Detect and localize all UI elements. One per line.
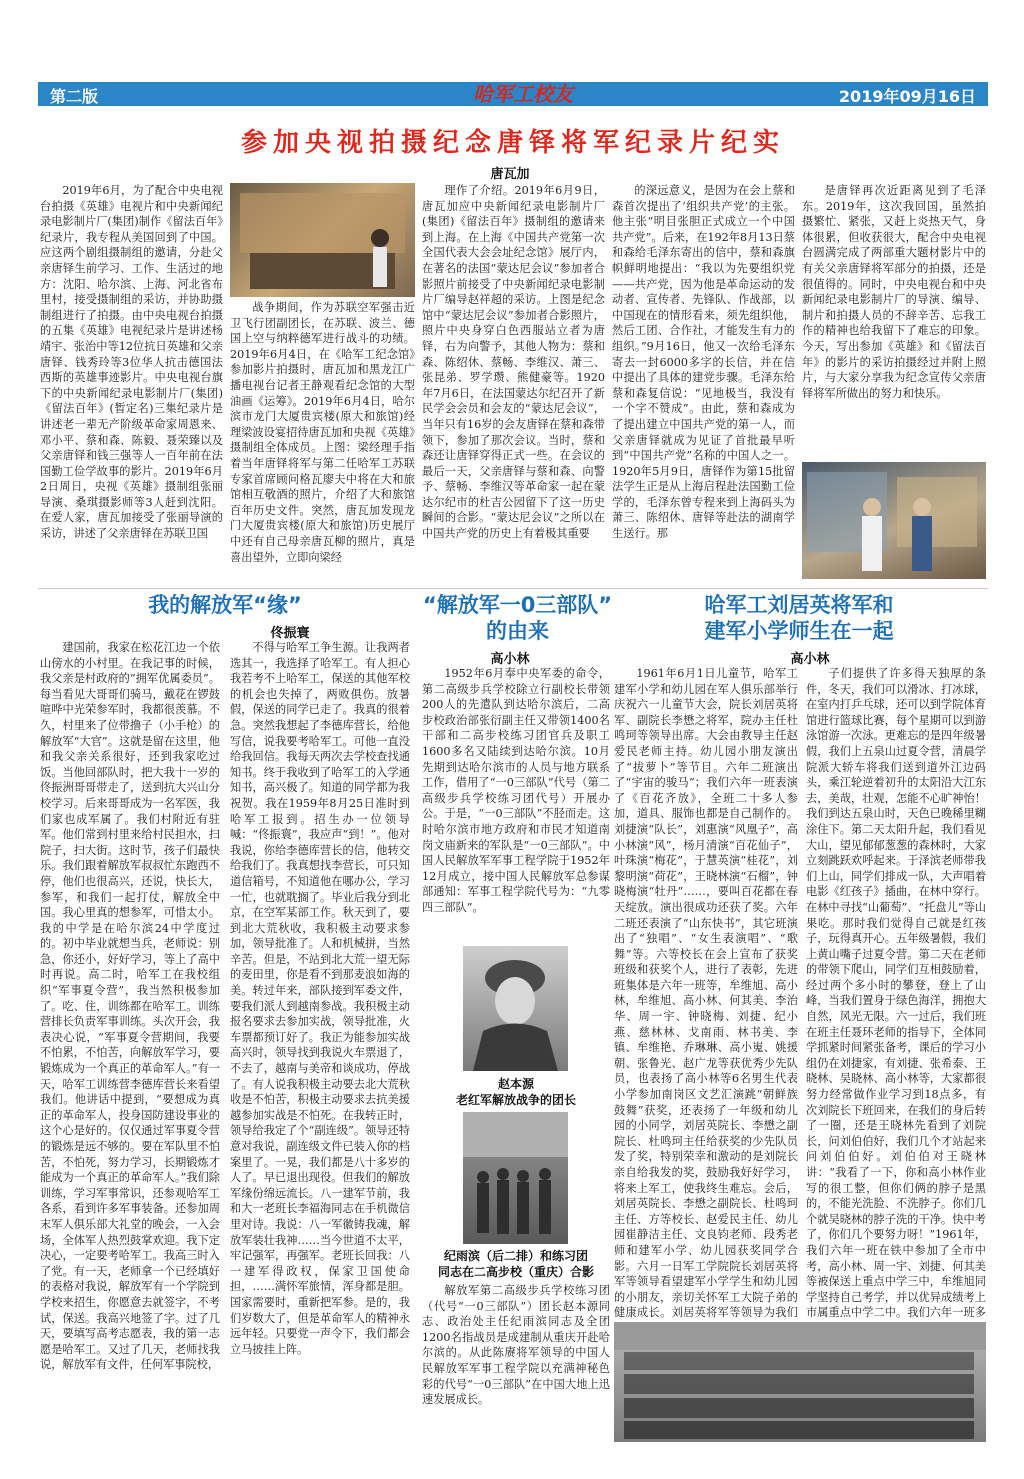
article3-body-2: 解放军第二高级步兵学校练习团（代号“一0三部队”）团长赵本源同志、政治处主任纪雨滨同志及全团1200名指战员是成建制从重庆开赴哈尔滨的。从此陈赓将军领导的中国人民解放军军事工程学院以充满神秘色彩的代号“一0三部队”在中国大地上迅速发展成长。 [422,1284,610,1407]
article3-body: 1952年6月奉中央军委的命令，第二高级步兵学校除立行副校长带领200人的先遣队到达哈尔滨后，二高步校政治部张衍副主任又带领1400名干部和二高步校练习团官兵及职工1600多名又陆续到达哈尔滨。10月先期到达哈尔滨市的人员与地方联系工作，借用了“一0三部队”代号（第二高级步兵学校练习团代号）开展办公。于是，“一0三部队”不胫而走。这时哈尔滨市地方政府和市民才知道南岗文庙新来的军队是“一0三部队”。中国人民解放军军事工程学院于1952年12月成立，接中国人民解放军总参谋部通知：军事工程学院代号为：“九零四三部队”。 [422,667,610,914]
group-photo-regiment [463,1112,568,1244]
portrait-photo [463,946,568,1071]
article1-column-4: 的深远意义，是因为在会上蔡和森首次提出了‘组织共产党’的主张。他主张“明目张胆正式成立一个中国共产党”。后来，在192年8月13日蔡和森给毛泽东寄出的信中，蔡和森旗帜鲜明地提出：“我以为先要组织党——共产党，因为他是革命运动的发动者、宣传者、先锋队、作战部，以中国现在的情形看来，须先组织他，然后工团、合作社，才能发生有力的组织。”9月16日，他又一次给毛泽东寄去一封6000多字的长信，并在信中提出了具体的建党步骤。毛泽东给蔡和森复信说：“见地极当，我没有一个字不赞成”。由此，蔡和森成为了提出建立中国共产党的第一人，而父亲唐铎就成为见证了首批最早听到“中国共产党”名称的中国人之一。1920年5月9日，唐铎作为第15批留法学生正是从上海启程赴法国勤工俭学的，毛泽东曾专程来到上海码头为萧三、陈绍休、唐铎等赴法的湖南学生送行。那 [612,184,795,541]
masthead-logo: 哈军工校友 [453,82,593,106]
article3-title: “解放军一0三部队” 的由来 [422,593,613,643]
photo-icon [463,946,568,1071]
issue-date: 2019年09月16日 [838,87,976,106]
photo-icon [614,1322,986,1442]
section-divider [38,588,988,589]
page-number: 第二版 [50,87,99,106]
article4-column-1: 1961年6月1日儿童节，哈军工建军小学和幼儿园在军人俱乐部举行庆祝六一儿童节大会，院长刘居英将军、副院长李懋之将军，院办主任杜鸣珂等领导出席。大会由教导主任赵爱民老师主持。幼儿园小朋友演出了“拔萝卜”等节目。六年二班演出了“宇宙的骏马”；我们六年一班表演了《百花齐放》，全班二十多人参加，道具、服饰也都是自己制作的。刘捷演“队长”，刘惠演“风凰子”，高小林演“风”，杨月清演“百花仙子”，叶珠演“梅花”，于慧英演“桂花”，刘黎明演“荷花”，王晓林演“石榴”，钟晓梅演“牡丹”……，要叫百花都在春天绽放。演出很成功还获了奖。六年二班还表演了“山东快书”，其它班演出了“独唱”、“女生表演唱”、“歌舞”等。六等校长在会上宣布了获奖班级和获奖个人，进行了表彰，先进班集体是六年一班等，牟维旭、高小林，牟维旭、高小林、何其美、李治华、周一宇、钟晓梅、刘捷、纪小燕、慈林林、戈南雨、林书美、李镇、牟维艳、乔琳琳、高小嵬、姚援朝、张鲁光、赵广龙等获优秀少先队员，也表扬了高小林等6名男生代表小学参加南岗区文艺汇演跳“朝鲜族鼓舞”获奖，还表扬了一年级和幼儿园的小同学，刘居英院长、李懋之副院长、杜鸣珂主任给获奖的少先队员发了奖，特别荣幸和激动的是刘院长亲自给我发的奖，鼓励我好好学习，将来上军工，使我终生难忘。会后，刘居英院长、李懋之副院长、杜鸣珂主任、方等校长、赵爱民主任、幼儿园崔静洁主任、文良钧老师、段秀老师和建军小学、幼儿园获奖同学合影。六月一日军工学院院长刘居英将军等领导看望建军小学学生和幼儿园的小朋友，亲切关怀军工大院子弟的健康成长。刘居英将军等领导为我们 [614,667,798,1320]
article4-title: 哈军工刘居英将军和 建军小学师生在一起 [704,593,894,643]
article2-title: 我的解放军“缘” [148,593,302,617]
page-header-bar [38,82,988,106]
article2-column-2: 不得与哈军工争生源。让我两者选其一，我选择了哈军工。有人担心我若考不上哈军工，保送的其他军校的机会也失掉了，两败俱伤。放暑假，保送的同学已走了。我真的很着急。突然我想起了李德库营长，给他写信，说我要考哈军工。可他一直没给我回信。我每天两次去学校查找通知书。终于我收到了哈军工的入学通知书，高兴极了。知道的同学都为我祝贺。我在1959年8月25日准时到哈军工报到。招生办一位领导喊：“佟振寰”，我应声“到！”。他对我说，你给李德库营长的信，他转交给我们了。我真想找李营长，可只知道信箱号，不知道他在哪办公，学习一忙，也就耽搁了。毕业后我分到北京，在空军某部工作。秋天到了，要到北大荒秋收，我积极主动要求参加，领导批准了。人和机械拼，当然辛苦。但是，不站到北大荒一望无际的麦田里，你是看不到那麦浪如海的美。转过年来，部队接到军委文件，要我们派人到越南参战。我积极主动报名要求去参加实战，领导批准，火车票都预订好了。我正为能参加实战高兴时，领导找到我说火车票退了，不去了，越南与美帝和谈成功，停战了。有人说我积极主动要去北大荒秋收是不怕苦，积极主动要求去抗美援越参加实战是不怕死。在我转正时，领导给我定了个“副连级”。领导还特意对我说，副连级文件已装入你的档案里了。一晃，我们都是八十多岁的人了。早已退出现役。但我们的解放军缘份绵远流长。八一建军节前，我和大一老班长李福海同志在手机微信里对诗。我说：八一军徽铸我魂，解放军装壮我神……当今世道不太平，牢记强军，再强军。老班长回我：八一建军得政权，保家卫国使命担，……满怀军旅情，浑身都是胆。国家需要时，重新把军参。是的，我们岁数大了，但是革命军人的精神永远年轻。只要党一声令下，我们都会立马披挂上阵。 [230,641,410,1356]
photo-icon [230,183,415,297]
article3-author: 高小林 [490,652,530,667]
portrait-caption: 赵本源 老红军解放战争的团长 [455,1077,576,1107]
article2-column-1: 建国前，我家在松花江边一个依山傍水的小村里。在我记事的时候，我父亲是村政府的“拥军优属委员”。每当看见大哥哥们骑马，戴花在锣鼓喧哗中光荣参军时，我都很羡慕。不久，村里来了位带撸子（小手枪）的解放军“大官”。这就是留在这里，他和我父亲关系很好，还到我家吃过饭。当他回部队时，把大我十一岁的佟振洲哥哥带走了，送到抗大兴山分校学习。后来哥哥成为一名军医，我们家也成军属了。我们村附近有驻军。他们常到村里来给村民担水，扫院子，扫大街。这时节，孩子们最快乐。我们跟着解放军叔叔忙东跑西不停，他们也很高兴，还说，快长大，参军，和我们一起打仗，解放全中国。我心里真的想参军，可惜太小。我的中学是在哈尔滨24中学度过的。初中毕业就想当兵，老师说：别急，你还小，好好学习，等上了高中时再说。高二时，哈军工在我校组织“军事夏令营”，我当然积极参加了。吃、住，训练都在哈军工。训练营排长负责军事训练。头次开会，我表决心说，“军事夏令营期间，我要不怕累，不怕苦，向解放军学习，要锻炼成为一个真正的革命军人。”有一天，哈军工训练营李德库营长来看望我们。他讲话中提到，“要想成为真正的革命军人，投身国防建设事业的这个心是好的。仅仅通过军事夏令营的锻炼是远不够的。要在军队里不怕苦，不怕死，努力学习，长期锻炼才能成为一个真正的革命军人。”我们除训练，学习军事常识，还参观哈军工各系，看到许多军事装备。还参加周末军人俱乐部大礼堂的晚会，一入会场，全体军人热烈鼓掌欢迎。我下定决心，一定要考哈军工。我高三时入了党。有一天，老师拿一个已经填好的表格对我说，解放军有一个学院到学校来招生，你愿意去就签字，不考试，保送。我高兴地签了字。过了几天，要填写高考志愿表，我的第一志愿是哈军工。又过了几天，老师找我说，解放军有文件，任何军事院校， [40,641,220,1372]
article1-title: 参加央视拍摄纪念唐铎将军纪录片纪实 [240,128,785,158]
article2-author: 佟振寰 [270,626,310,641]
article1-author: 唐瓦加 [490,167,530,182]
article1-column-1: 2019年6月，为了配合中央电视台拍摄《英雄》电视片和中央新闻纪录电影制片厂(集团)制作《留法百年》纪录片，我专程从美国回到了中国。应这两个剧组摄制组的邀请，分赴父亲唐铎生前学习、工作、生活过的地方：沈阳、哈尔滨、上海、河北省布里村，接受摄制组的采访，并协助摄制组进行了拍摄。由中央电视台拍摄的五集《英雄》电视纪录片是讲述杨靖宇、张治中等12位抗日英雄和父亲唐铎、钱秀玲等3位华人抗击德国法西斯的英雄事迹影片。中央电视台旗下的中央新闻纪录电影制片厂(集团)《留法百年》(暂定名)三集纪录片是讲述老一辈无产阶级革命家周恩来、邓小平、蔡和森、陈毅、聂荣臻以及父亲唐铎和钱三强等人一百年前在法国勤工俭学故事的影片。2019年6月2日周日，央视《英雄》摄制组张丽导演、桑琪摄影师等3人赶到沈阳。在爱人家，唐瓦加接受了张丽导演的采访，讲述了父亲唐铎在苏联卫国 [40,184,223,541]
photo-icon [802,462,986,579]
photo-icon [463,1112,568,1244]
interview-photo [802,462,986,579]
school-group-photo [614,1322,986,1442]
article1-column-2: 战争期间，作为苏联空军强击近卫飞行团副团长，在苏联、波兰、德国上空与纳粹德军进行战斗的功绩。2019年6月4日，在《哈军工纪念馆》参加影片拍摄时，唐瓦加和黑龙江广播电视台记者王静观看纪念馆的大型油画《运筹》。2019年6月4日，哈尔滨市龙门大厦贵宾楼(原大和旅馆)经理梁波设宴招待唐瓦加和央视《英雄》摄制组全体成员。上图：梁经理手指着当年唐铎将军与第二任哈军工苏联专家首席顾问格瓦廖夫中将在大和旅馆相互敬酒的照片，介绍了大和旅馆百年历史文件。突然，唐瓦加发现龙门大厦贵宾楼(原大和旅馆)历史展厅中还有自己母亲唐瓦柳的照片，真是喜出望外，立即向梁经 [230,301,415,564]
article1-column-5: 是唐铎再次近距离见到了毛泽东。2019年，这次我回国，虽然拍摄繁忙、紧张，又赶上炎热天气，身体很累，但收获很大，配合中央电视台圆满完成了两部重大题材影片中的有关父亲唐铎将军部分的拍摄，还是很值得的。同时，中央电视台和中央新闻纪录电影制片厂的导演、编导、制片和拍摄人员的不辞辛苦、忘我工作的精神也给我留下了难忘的印象。今天，写出参加《英雄》和《留法百年》的影片的采访拍摄经过并附上照片，与大家分享我为纪念宣传父亲唐铎将军所做出的努力和快乐。 [802,184,986,400]
article1-column-3: 理作了介绍。2019年6月9日，唐瓦加应中央新闻纪录电影制片厂(集团)《留法百年》摄制组的邀请来到上海。在上海《中国共产党第一次全国代表大会会址纪念馆》展厅内，在著名的法国“蒙达尼会议”参加者合影照片前接受了中央新闻纪录电影制片厂编导赵祥超的采访。上图是纪念馆中“蒙达尼会议”参加者合影照片，照片中央身穿白色西服站立者为唐铎，右为向警予，其他人物为：蔡和森、陈绍休、蔡畅、李维汉、萧三、张昆弟、罗学瓒、熊健豪等。1920年7月6日，在法国蒙达尔纪召开了新民学会会员和会友的“蒙达尼会议”，当年只有16岁的会友唐铎在蔡和森带领下，参加了那次会议。当时，蔡和森还让唐铎穿得正式一些。在会议的最后一天，父亲唐铎与蔡和森、向警予、蔡畅、李维汉等革命家一起在蒙达尔纪市的杜吉公园留下了这一历史瞬间的合影。“蒙达尼会议”之所以在中国共产党的历史上有着极其重要 [422,184,605,541]
group-photo-caption: 纪雨滨（后二排）和练习团 同志在二高步校（重庆）合影 [437,1249,594,1279]
article4-author: 高小林 [790,652,830,667]
museum-photo [230,183,415,297]
article4-column-2: 子们提供了许多得天独厚的条件，冬天，我们可以滑冰、打冰球，在室内打乒乓球，还可以到学院体育馆进行篮球比赛，每个星期可以到游泳馆游一次泳。更难忘的是四年级暑假，我们上五泉山过夏令营，清晨学院派大轿车将我们送到道外江边码头，乘江轮逆着初升的太阳沿大江东去，美哉，壮观，怎能不心旷神怡！我们到达五泉山时，天色已晚稀里糊涂住下。第二天太阳升起，我们看见大山，望见郁郁葱葱的森林时，大家立刻跳跃欢呼起来。于泽滨老师带我们上山，同学们排成一队，大声唱着电影《红孩子》插曲，在林中穿行。在林中寻找“山葡萄”、“托盘儿”等山果吃。那时我们觉得自己就是红孩子，玩得真开心。五年级暑假，我们上黄山嘴子过夏令营。第二天在老师的带领下爬山，同学们互相鼓励着，经过两个多小时的攀登，登上了山峰，当我们置身于绿色海洋，拥抱大自然，风光无限。六一过后，我们班在班主任聂环老师的指导下，全体同学抓紧时间紧张备考，课后的学习小组仍在刘捷家，有刘捷、张希泰、王晓林、吴晓林、高小林等，大家都很努力经常做作业学习到18点多，有次刘院长下班回来，在我们的身后转了一圈，还是王晓林先看到了刘院长，问刘伯伯好，我们几个才站起来问刘伯伯好。刘伯伯对王晓林讲：“我看了一下，你和高小林作业写的很工整，但你们俩的脖子是黑的，不能光洗脸、不洗脖子。你们几个就吴晓林的脖子洗的干净。快中考了，你们几个要努力呀！”1961年，我们六年一班在铁中参加了全市中考，高小林、周一宇、刘捷、何其美等被保送上重点中学三中，牟维旭同学坚持自己考学，并以优异成绩考上市属重点中学二中。我们六年一班多 [806,667,986,1320]
